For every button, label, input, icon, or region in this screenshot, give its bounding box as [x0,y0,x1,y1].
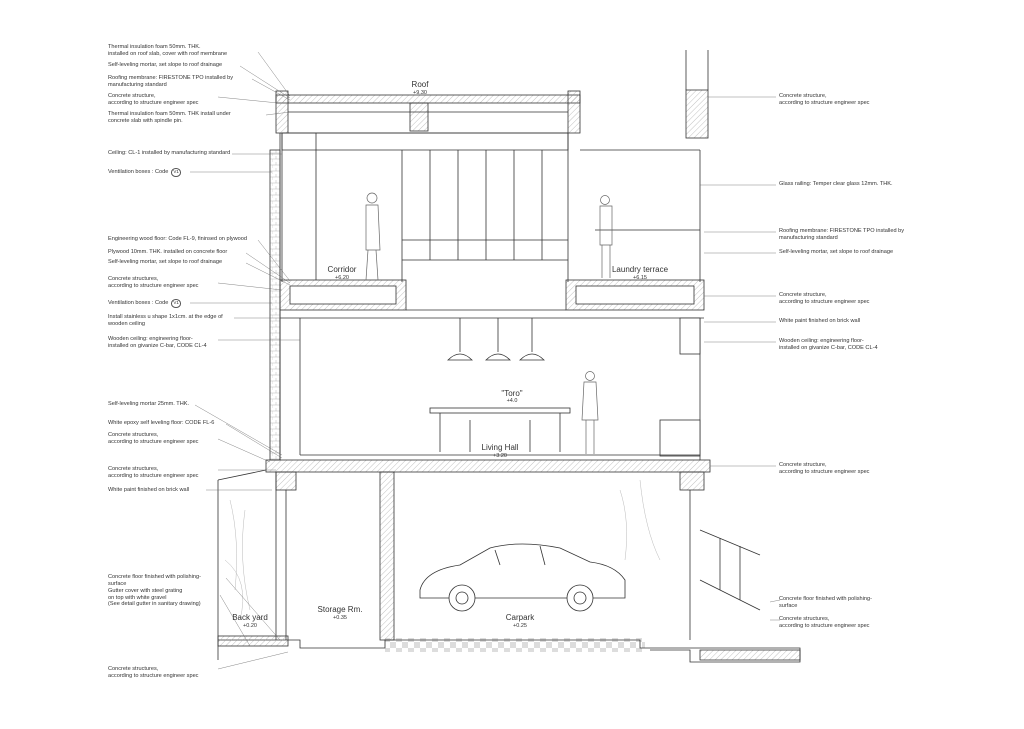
level-laundry: +6.15 [633,275,647,281]
annotation-line: according to structure engineer spec [779,99,870,106]
parapet [686,90,708,138]
roof-slab [276,95,580,103]
left-notes-item [108,150,230,157]
level-back-yard: +0.20 [243,623,257,629]
annotation-line: according to structure engineer spec [779,468,870,475]
room-name-laundry: Laundry terrace [611,265,669,274]
left-notes-item [108,111,231,124]
people-figures [366,193,612,454]
annotation-line: Engineering wood floor: Code FL-9, fininsed on plywood [108,236,247,242]
floor-slab-living [266,460,710,472]
annotation-line: Concrete structures, [108,276,159,282]
annotation-line: surface [108,580,127,587]
room-name-corridor: Corridor [327,265,357,274]
level-storage: +0.35 [333,615,347,621]
left-notes-item [108,574,201,587]
annotation-line: on top with white gravel [108,594,167,601]
right-notes-item [779,228,904,241]
annotation-line: Thermal insulation foam 50mm. THK. [108,44,201,50]
left-notes-item [108,93,198,106]
left-notes-item [108,666,198,679]
right-notes-item [779,596,872,609]
front-slab [700,650,800,660]
annotation-line: according to structure engineer spec [779,622,870,629]
annotation-line: Concrete structures, [108,666,159,672]
annotation-line: Concrete structure, [779,462,827,468]
annotation-line: Concrete structure, [779,93,827,99]
right-notes-item [779,93,869,106]
annotation-line: Install stainless u shape 1x1cm. at the edge of [108,314,223,320]
code-tag: V1 [171,168,181,177]
annotation-line: Thermal insulation foam 50mm. THK install under [108,111,231,117]
annotation-line: Self-leveling mortar, set slope to roof drainage [779,249,894,255]
level-toro: +4.0 [506,398,518,404]
left-notes-item [108,487,189,494]
annotation-line: according to structure engineer spec [779,298,870,305]
right-notes-item [779,181,893,188]
room-name-storage: Storage Rm. [317,605,363,614]
annotation-line: Gutter cover with steel grating [108,588,183,594]
annotation-line: according to structure engineer spec [108,472,199,479]
annotation-line: installed on givanize C-bar, CODE CL-4 [779,344,878,351]
leader-lines-right [700,97,780,620]
annotation-line: Roofing membrane: FIRESTONE TPO installed by [779,228,905,234]
level-roof: +9.30 [413,90,427,96]
room-name-toro: "Toro" [501,389,523,398]
annotation-line: White paint finished on brick wall [108,487,190,493]
right-notes-item [779,292,869,305]
annotation-line: concrete slab with spindle pin. [108,117,183,124]
room-labels [232,80,668,629]
front-gate [700,530,760,610]
storage-wall [380,472,394,640]
right-notes-item [779,318,860,325]
annotation-line: manufacturing standard [779,234,838,241]
left-notes-item [108,420,214,427]
annotation-line: Glass railing: Temper clear glass 12mm. THK. [779,181,893,187]
annotation-line: according to structure engineer spec [108,672,199,679]
annotation-line: Wooden ceiling: engineering floor- [779,338,864,344]
annotation-line: Concrete structures, [108,466,159,472]
annotation-line: Ventilation boxes : Code [108,169,169,175]
annotation-line: White epoxy self leveling floor: CODE FL-6 [108,420,215,426]
annotation-line: Self-leveling mortar, set slope to roof drainage [108,259,223,265]
annotation-line: according to structure engineer spec [108,99,199,106]
annotation-line: surface [779,602,798,609]
left-notes-item [108,236,247,243]
left-notes-item [108,299,181,308]
annotation-line: according to structure engineer spec [108,282,199,289]
left-notes-item [108,249,227,256]
left-notes-item [108,75,233,88]
annotation-line: White paint finished on brick wall [779,318,861,324]
room-name-living-hall: Living Hall [481,443,519,452]
annotation-line: (See detail gutter in sanitary drawing) [108,601,201,608]
annotation-line: Concrete structure, [108,93,156,99]
annotation-line: Self-leveling mortar 25mm. THK. [108,401,190,407]
level-carpark: +0.25 [513,623,527,629]
left-notes-item [108,44,227,57]
left-notes-item [108,336,207,349]
left-notes-item [108,466,198,479]
left-notes-item [108,432,198,445]
level-living-hall: +3.20 [493,453,507,459]
annotation-line: Roofing membrane: FIRESTONE TPO installed by [108,75,234,81]
annotation-line: Concrete structure, [779,292,827,298]
level-corridor: +6.20 [335,275,349,281]
annotation-line: manufacturing standard [108,81,167,88]
annotation-line: Concrete structures, [779,616,830,622]
left-notes-item [108,259,222,266]
plants [225,480,660,620]
right-notes-item [779,249,893,256]
left-notes-item [108,168,181,177]
annotation-line: according to structure engineer spec [108,438,199,445]
annotation-line: installed on givanize C-bar, CODE CL-4 [108,342,207,349]
structure-lines [218,50,800,662]
room-name-back-yard: Back yard [232,613,268,622]
annotation-line: Plywood 10mm. THK. installed on concrete floor [108,249,228,255]
room-name-carpark: Carpark [505,613,535,622]
left-notes-item [108,314,223,327]
right-notes-item [779,338,878,351]
leader-lines-left [190,52,300,669]
left-notes-item [108,401,189,408]
left-notes-item [108,276,198,289]
annotation-line: Self-leveling mortar, set slope to roof drainage [108,62,223,68]
car [420,544,625,611]
left-notes-item [108,588,201,608]
right-notes-item [779,616,869,629]
annotation-line: Wooden ceiling: engineering floor- [108,336,193,342]
annotation-line: Ceiling: CL-1 installed by manufacturing standard [108,150,231,156]
annotation-line: Concrete floor finished with polishing- [108,574,201,580]
annotation-line: wooden ceiling [108,320,146,327]
annotation-line: Concrete floor finished with polishing- [779,596,872,602]
right-notes-item [779,462,869,475]
annotation-line: Concrete structures, [108,432,159,438]
left-notes-item [108,62,222,69]
room-name-roof: Roof [411,80,429,89]
annotation-line: installed on roof slab, cover with roof membrane [108,50,228,57]
code-tag: V1 [171,299,181,308]
brick-wall-left [270,150,280,460]
annotation-line: Ventilation boxes : Code [108,300,169,306]
